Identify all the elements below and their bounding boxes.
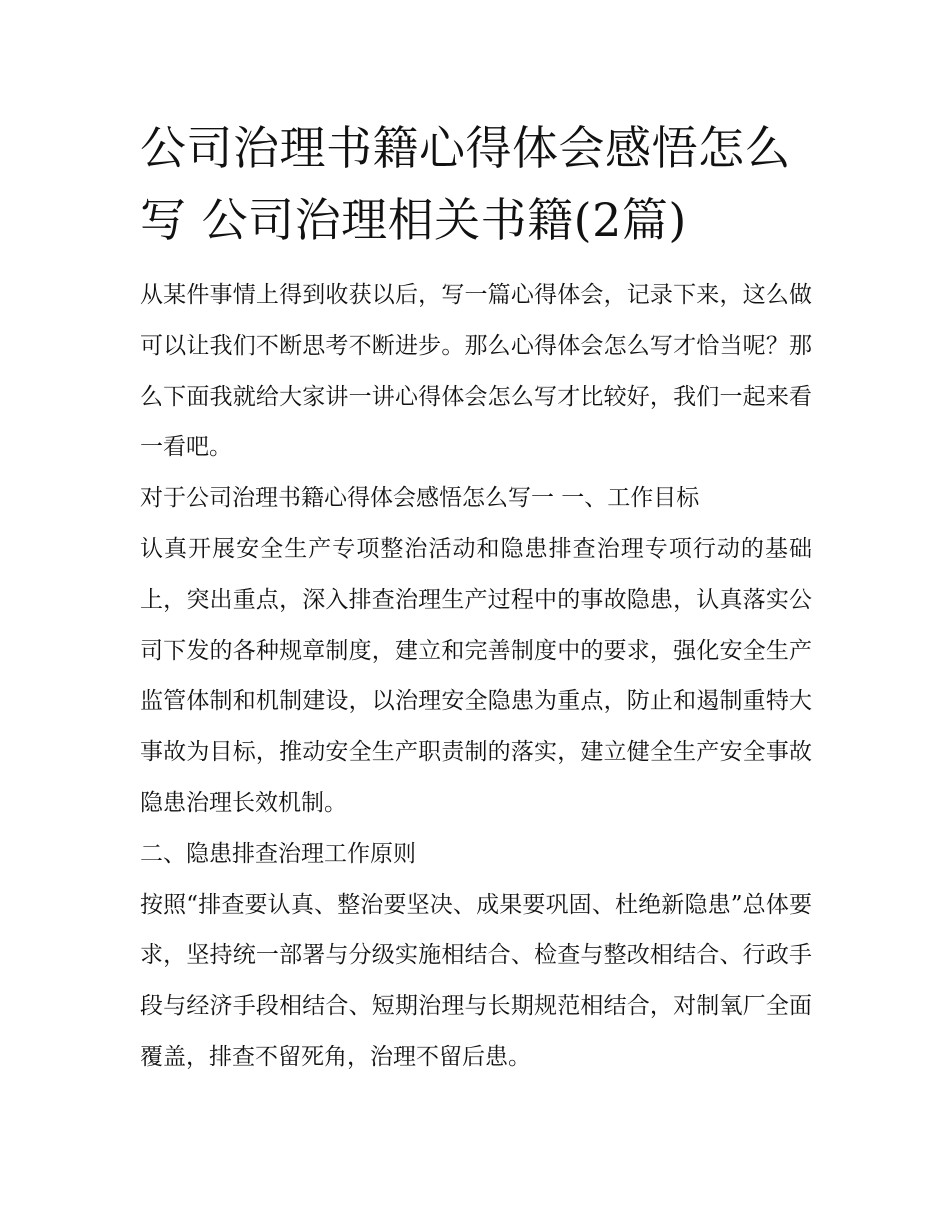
paragraph-principles: 按照“排查要认真、整治要坚决、成果要巩固、杜绝新隐患”总体要求，坚持统一部署与分级实施相结合、检查与整改相结合、行政手段与经济手段相结合、短期治理与长期规范相结合，对制氧厂全面覆盖，排查不留死角，治理不留后患。 [140, 891, 812, 1070]
paragraph-intro: 从某件事情上得到收获以后，写一篇心得体会，记录下来，这么做可以让我们不断思考不断进步。那么心得体会怎么写才恰当呢？那么下面我就给大家讲一讲心得体会怎么写才比较好，我们一起来看一看吧。 [140, 282, 812, 461]
paragraph-section-heading-2: 二、隐患排查治理工作原则 [140, 840, 416, 867]
paragraph-section-heading-1: 对于公司治理书籍心得体会感悟怎么写一 一、工作目标 [140, 485, 700, 512]
paragraph-work-goals: 认真开展安全生产专项整治活动和隐患排查治理专项行动的基础上，突出重点，深入排查治理生产过程中的事故隐患，认真落实公司下发的各种规章制度，建立和完善制度中的要求，强化安全生产监管体制和机制建设，以治理安全隐患为重点，防止和遏制重特大事故为目标，推动安全生产职责制的落实，建立健全生产安全事故隐患治理长效机制。 [140, 535, 812, 816]
document-title: 公司治理书籍心得体会感悟怎么写 公司治理相关书籍(2篇) [140, 121, 791, 247]
document-body [140, 112, 812, 1083]
